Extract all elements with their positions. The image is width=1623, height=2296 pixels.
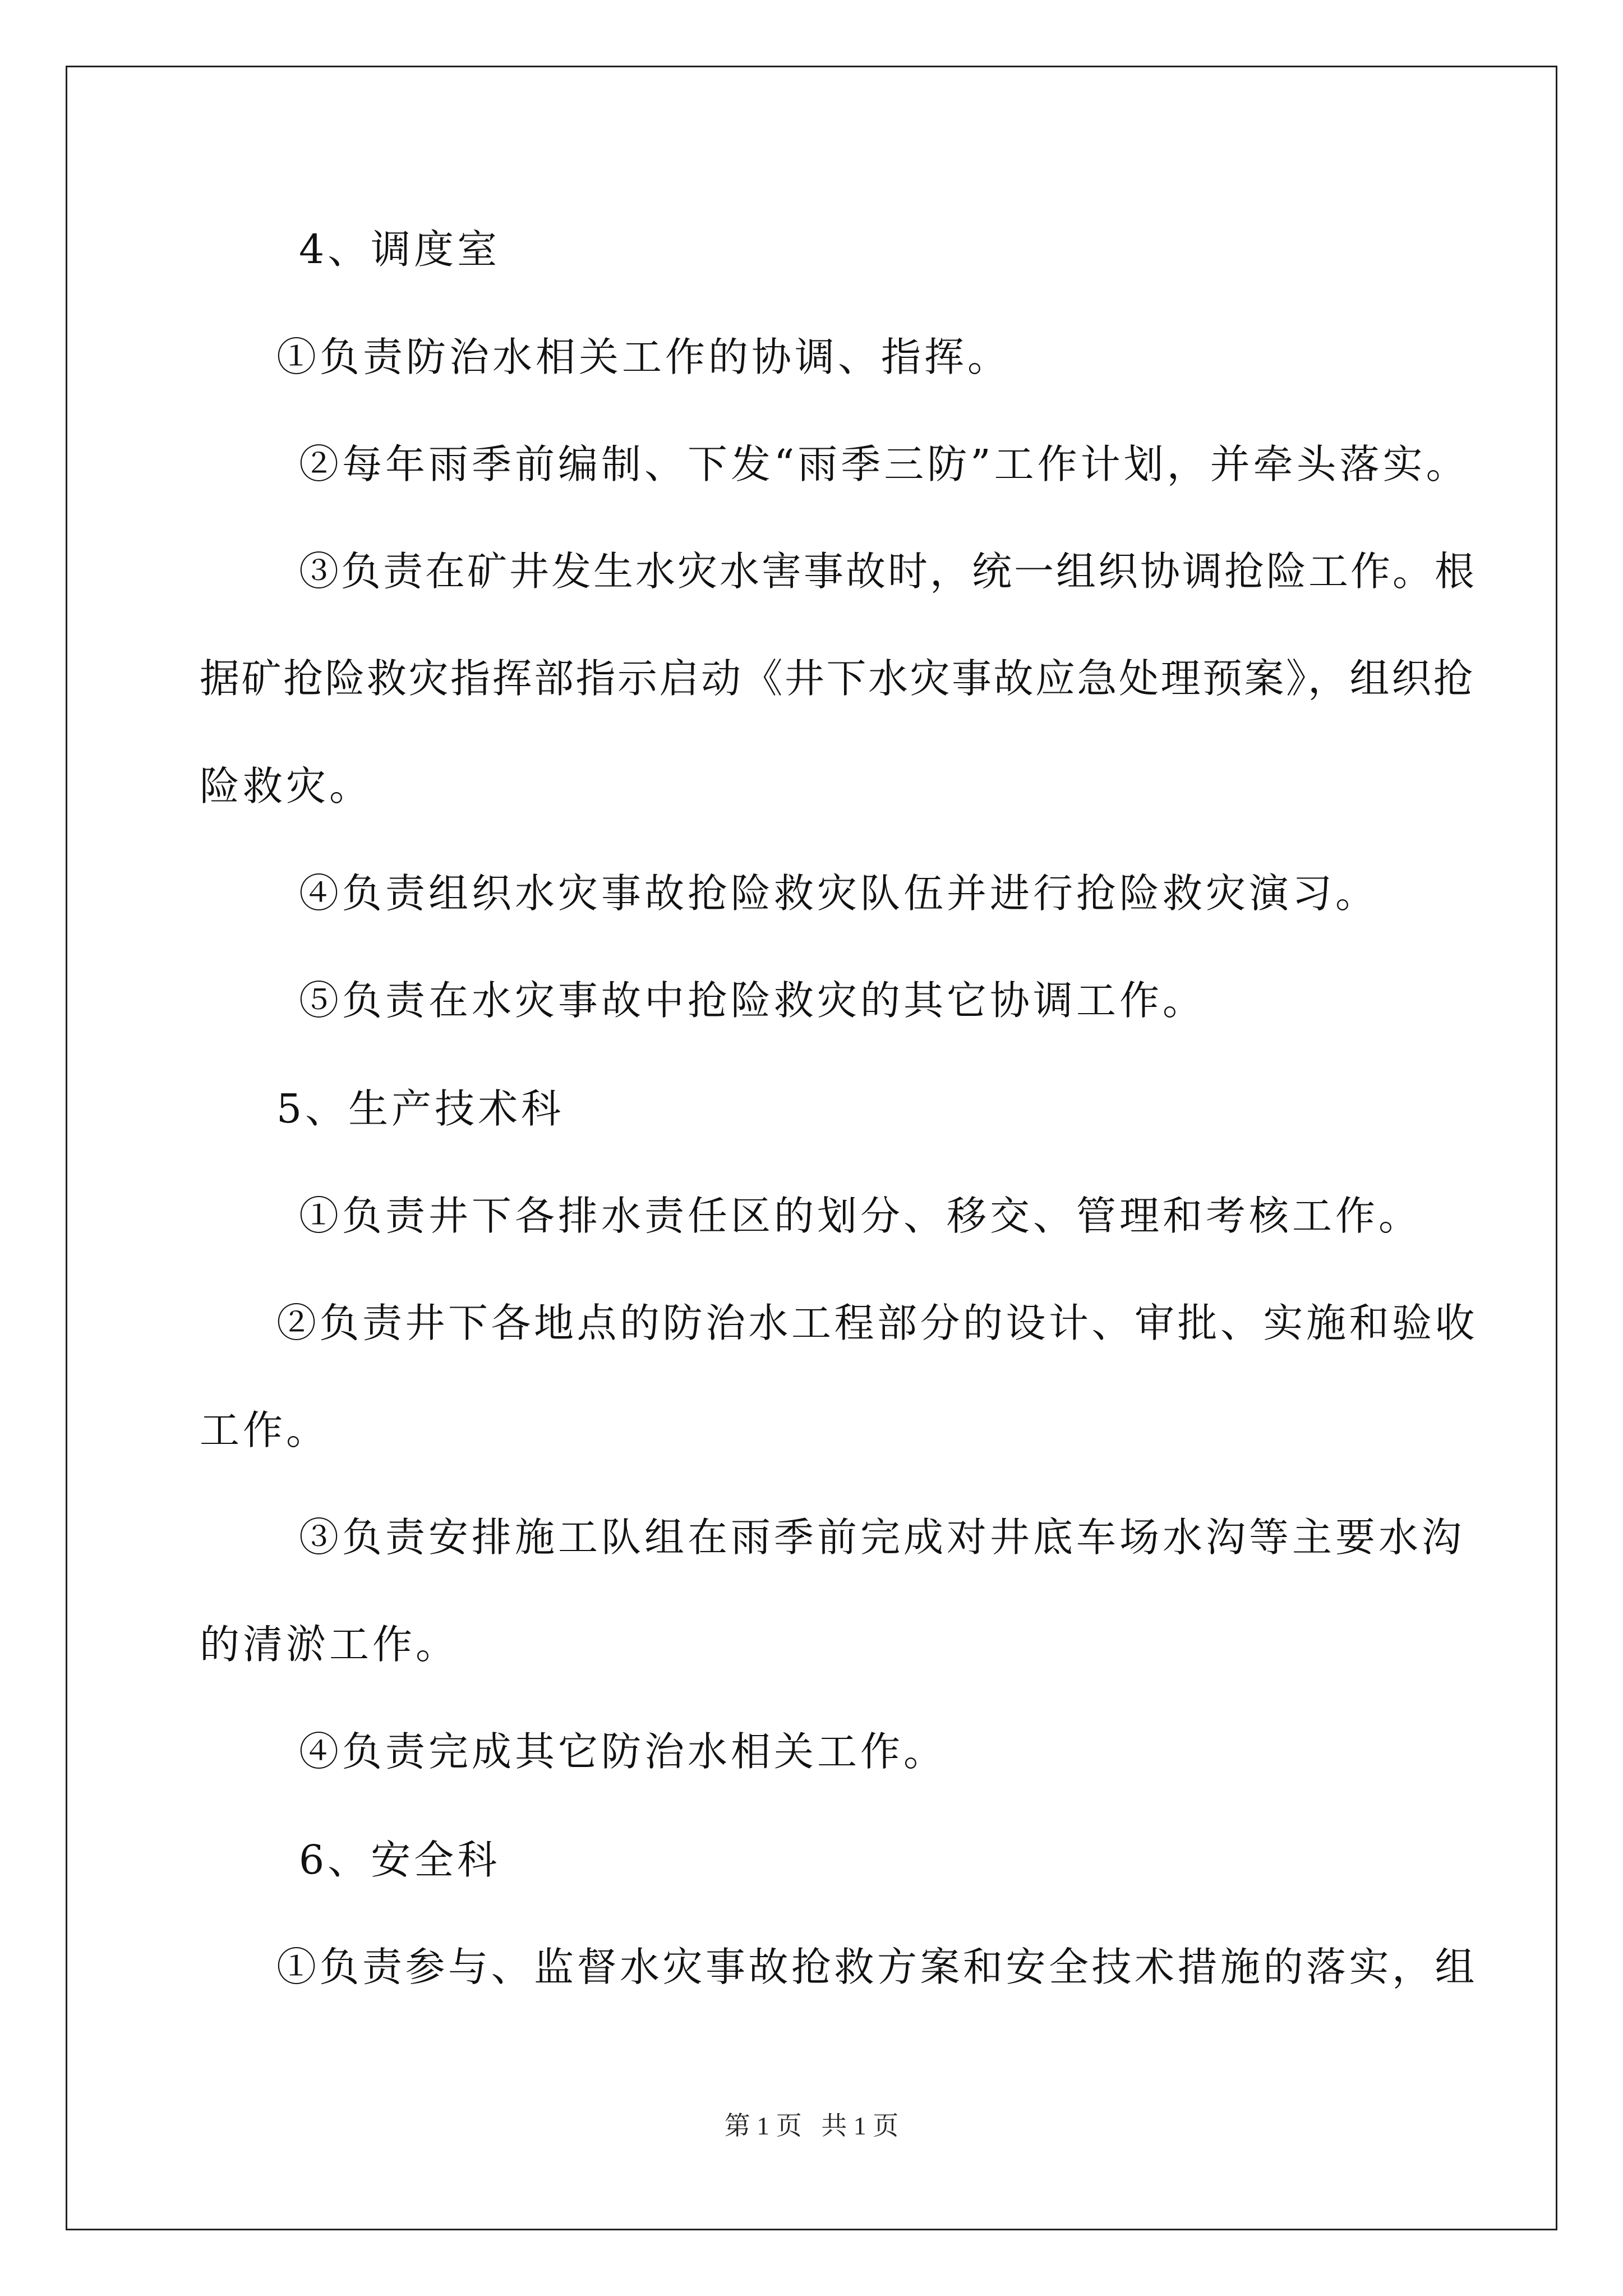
paragraph-line: ②负责井下各地点的防治水工程部分的设计、审批、实施和验收 — [276, 1300, 1478, 1346]
page-footer — [0, 2113, 1623, 2139]
paragraph-line: 的清淤工作。 — [200, 1621, 459, 1668]
page-border — [66, 66, 1557, 2230]
section-heading-safety: 6、安全科 — [299, 1837, 501, 1883]
paragraph-line: ①负责防治水相关工作的协调、指挥。 — [276, 334, 1011, 380]
page-number: 第 1 页 — [724, 2111, 802, 2140]
section-heading-production-tech: 5、生产技术科 — [276, 1085, 565, 1132]
paragraph-line: 险救灾。 — [200, 763, 373, 809]
paragraph-line: ③负责安排施工队组在雨季前完成对井底车场水沟等主要水沟 — [299, 1514, 1465, 1561]
section-heading-dispatch: 4、调度室 — [299, 226, 501, 273]
paragraph-line: 工作。 — [200, 1407, 330, 1453]
paragraph-line: ①负责参与、监督水灾事故抢救方案和安全技术措施的落实，组 — [276, 1944, 1478, 1990]
paragraph-line: ②每年雨季前编制、下发“雨季三防”工作计划，并牵头落实。 — [299, 441, 1469, 487]
paragraph-line: 据矿抢险救灾指挥部指示启动《井下水灾事故应急处理预案》，组织抢 — [200, 655, 1476, 702]
paragraph-line: ③负责在矿井发生水灾水害事故时，统一组织协调抢险工作。根 — [299, 548, 1477, 595]
paragraph-line: ①负责井下各排水责任区的划分、移交、管理和考核工作。 — [299, 1193, 1422, 1239]
paragraph-line: ④负责完成其它防治水相关工作。 — [299, 1728, 947, 1775]
paragraph-line: ④负责组织水灾事故抢险救灾队伍并进行抢险救灾演习。 — [299, 870, 1379, 917]
paragraph-line: ⑤负责在水灾事故中抢险救灾的其它协调工作。 — [299, 977, 1206, 1024]
page-total: 共 1 页 — [821, 2111, 899, 2140]
